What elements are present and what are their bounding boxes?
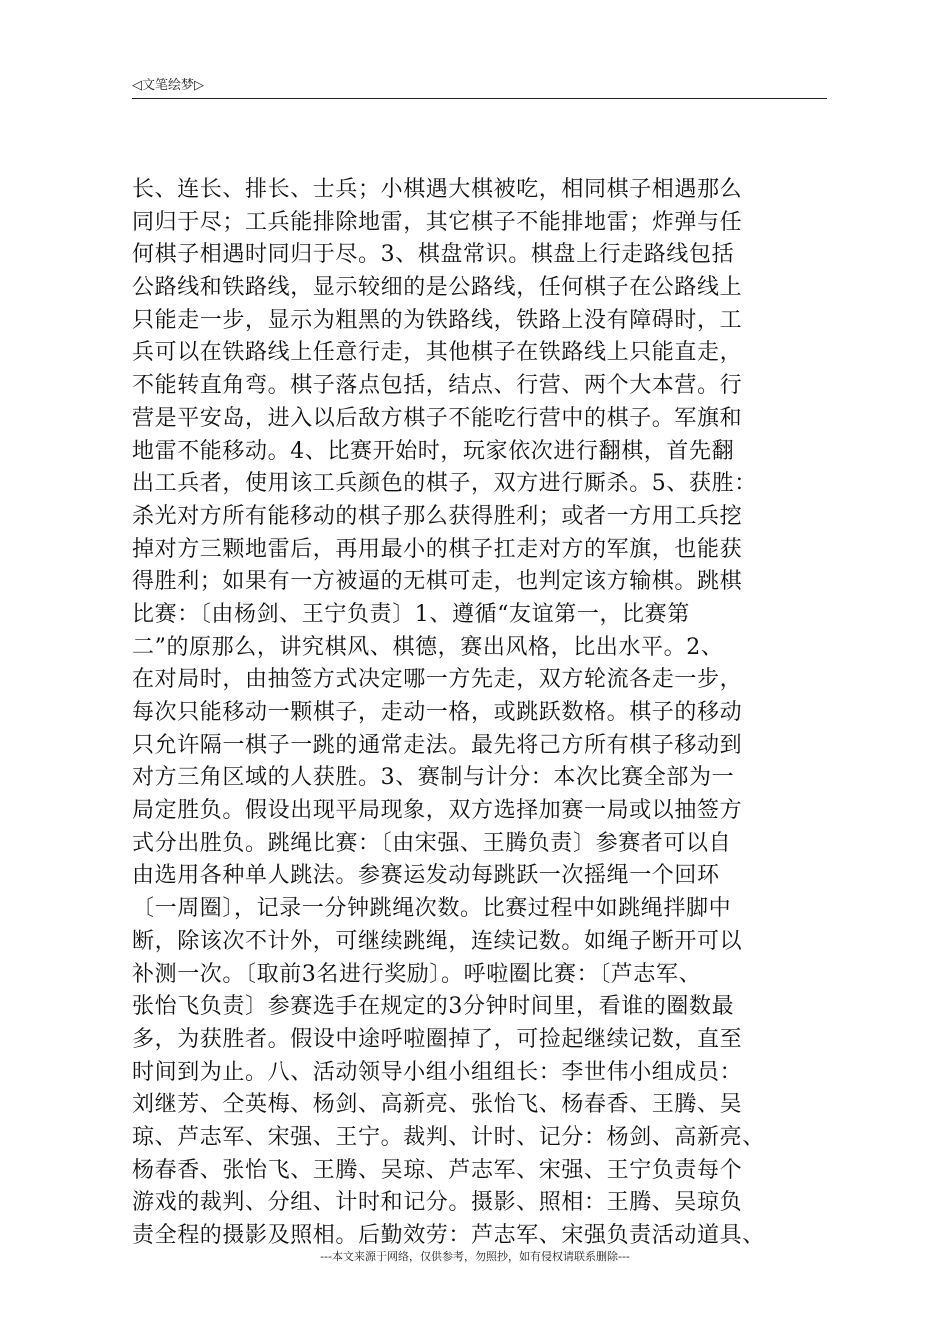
- body-line: 只能走一步，显示为粗黑的为铁路线，铁路上没有障碍时，工: [132, 307, 743, 333]
- body-line: 不能转直角弯。棋子落点包括，结点、行营、两个大本营。行: [132, 373, 743, 399]
- header-title: ◁文笔绘梦▷: [132, 78, 204, 93]
- footer-notice: ---本文来源于网络，仅供参考，勿照抄，如有侵权请联系删除---: [320, 1250, 630, 1263]
- body-line: 营是平安岛，进入以后敌方棋子不能吃行营中的棋子。军旗和: [132, 405, 743, 431]
- body-line: 张怡飞负责〕参赛选手在规定的3分钟时间里，看谁的圈数最: [132, 994, 735, 1020]
- body-line: 每次只能移动一颗棋子，走动一格，或跳跃数格。棋子的移动: [132, 700, 743, 725]
- body-line: 局定胜负。假设出现平局现象，双方选择加赛一局或以抽签方: [132, 798, 743, 824]
- body-line: 长、连长、排长、士兵；小棋遇大棋被吃，相同棋子相遇那么: [132, 177, 743, 202]
- body-line: 兵可以在铁路线上任意行走，其他棋子在铁路线上只能直走，: [132, 340, 743, 366]
- body-line: 公路线和铁路线，显示较细的是公路线，任何棋子在公路线上: [132, 275, 743, 301]
- body-line: 二”的原那么，讲究棋风、棋德，赛出风格，比出水平。2、: [132, 634, 724, 660]
- body-text: [132, 174, 832, 1253]
- body-line: 对方三角区域的人获胜。3、赛制与计分：本次比赛全部为一: [132, 765, 735, 791]
- body-line: 时间到为止。八、活动领导小组小组组长：李世伟小组成员：: [132, 1059, 743, 1085]
- body-line: 〔一周圈〕，记录一分钟跳绳次数。比赛过程中如跳绳拌脚中: [132, 896, 732, 922]
- body-line: 刘继芳、仝英梅、杨剑、高新亮、张怡飞、杨春香、王腾、吴: [132, 1092, 743, 1118]
- body-line: 在对局时，由抽签方式决定哪一方先走，双方轮流各走一步，: [132, 667, 743, 693]
- body-line: 何棋子相遇时同归于尽。3、棋盘常识。棋盘上行走路线包括: [132, 242, 735, 268]
- page-header: [132, 78, 827, 99]
- body-line: 杀光对方所有能移动的棋子那么获得胜利；或者一方用工兵挖: [132, 503, 743, 529]
- body-line: 补测一次。〔取前3名进行奖励〕。呼啦圈比赛：〔芦志军、: [132, 961, 702, 987]
- body-line: 多，为获胜者。假设中途呼啦圈掉了，可捡起继续记数，直至: [132, 1026, 743, 1052]
- body-line: 掉对方三颗地雷后，再用最小的棋子扛走对方的军旗，也能获: [132, 536, 743, 562]
- body-line: 同归于尽；工兵能排除地雷，其它棋子不能排地雷；炸弹与任: [132, 209, 743, 235]
- body-line: 游戏的裁判、分组、计时和记分。摄影、照相：王腾、吴琼负: [132, 1190, 743, 1216]
- body-line: 只允许隔一棋子一跳的通常走法。最先将己方所有棋子移动到: [132, 732, 743, 758]
- body-line: 责全程的摄影及照相。后勤效劳：芦志军、宋强负责活动道具、: [132, 1223, 765, 1248]
- body-line: 由选用各种单人跳法。参赛运发动每跳跃一次摇绳一个回环: [132, 863, 720, 889]
- body-line: 出工兵者，使用该工兵颜色的棋子，双方进行厮杀。5、获胜：: [132, 471, 757, 497]
- body-line: 比赛：〔由杨剑、王宁负责〕1、遵循“友谊第一，比赛第: [132, 601, 690, 627]
- body-line: 得胜利；如果有一方被逼的无棋可走，也判定该方输棋。跳棋: [132, 569, 743, 595]
- body-line: 琼、芦志军、宋强、王宁。裁判、计时、记分：杨剑、高新亮、: [132, 1124, 765, 1150]
- body-line: 式分出胜负。跳绳比赛：〔由宋强、王腾负责〕参赛者可以自: [132, 830, 732, 856]
- body-line: 断，除该次不计外，可继续跳绳，连续记数。如绳子断开可以: [132, 928, 743, 954]
- body-line: 杨春香、张怡飞、王腾、吴琼、芦志军、宋强、王宁负责每个: [132, 1157, 743, 1183]
- body-line: 地雷不能移动。4、比赛开始时，玩家依次进行翻棋，首先翻: [132, 438, 735, 464]
